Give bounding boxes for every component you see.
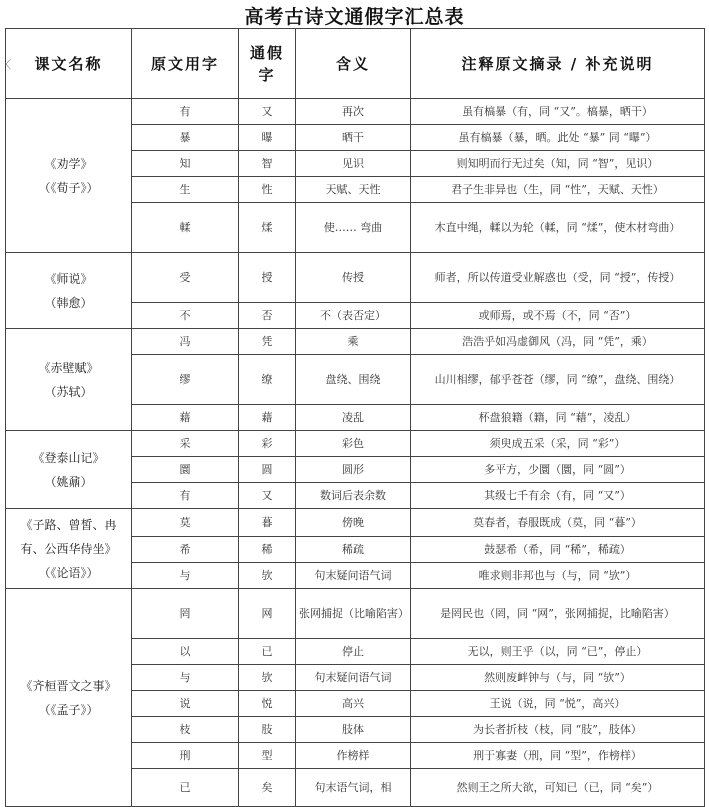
- lesson-title: 《师说》: [44, 271, 93, 286]
- original-char-cell: 枝: [132, 717, 239, 743]
- original-char-cell: 采: [132, 431, 239, 457]
- tongjia-table: [5, 28, 705, 807]
- table-row: [6, 589, 705, 639]
- lesson-title: 《登泰山记》: [32, 450, 105, 465]
- table-row: [6, 99, 705, 125]
- header-row: [6, 29, 705, 99]
- original-char-cell: 冯: [132, 329, 239, 355]
- meaning-cell: 彩色: [296, 431, 411, 457]
- table-body: [6, 99, 705, 807]
- variant-char-cell: 性: [239, 177, 296, 203]
- lesson-author: （《荀子》）: [38, 180, 99, 195]
- table-row: [6, 329, 705, 355]
- meaning-cell: 句末疑问语气词: [296, 665, 411, 691]
- variant-char-cell: 欤: [239, 563, 296, 589]
- note-cell: 山川相缪，郁乎苍苍（缪，同 “缭”，盘绕、围绕）: [411, 355, 705, 405]
- lesson-author: （《论语》）: [38, 565, 99, 580]
- lesson-title: 《子路、曾皙、冉有、公西华侍坐》: [20, 517, 117, 556]
- lesson-author: （《孟子》）: [38, 702, 99, 717]
- note-cell: 无以，则王乎（以，同 “已”，停止）: [411, 639, 705, 665]
- meaning-cell: 盘绕、围绕: [296, 355, 411, 405]
- lesson-cell: [6, 329, 132, 431]
- lesson-cell: [6, 99, 132, 253]
- lesson-author: （苏轼）: [44, 384, 93, 399]
- variant-char-cell: 凭: [239, 329, 296, 355]
- lesson-cell: [6, 509, 132, 589]
- note-cell: 然则废衅钟与（与，同 “欤”）: [411, 665, 705, 691]
- variant-char-cell: 已: [239, 639, 296, 665]
- original-char-cell: 暴: [132, 125, 239, 151]
- meaning-cell: 高兴: [296, 691, 411, 717]
- note-cell: 多平方，少圜（圜，同 “圆”）: [411, 457, 705, 483]
- original-char-cell: 藉: [132, 405, 239, 431]
- original-char-cell: 说: [132, 691, 239, 717]
- note-cell: 虽有槁暴（有，同 “又”。槁暴，晒干）: [411, 99, 705, 125]
- note-cell: 君子生非异也（生，同 “性”，天赋、天性）: [411, 177, 705, 203]
- original-char-cell: 莫: [132, 509, 239, 537]
- meaning-cell: 肢体: [296, 717, 411, 743]
- lesson-author: （韩愈）: [44, 295, 93, 310]
- variant-char-cell: 稀: [239, 537, 296, 563]
- header-note: 注释原文摘录 / 补充说明: [411, 29, 705, 99]
- original-char-cell: 以: [132, 639, 239, 665]
- meaning-cell: 稀疏: [296, 537, 411, 563]
- note-cell: 或师焉，或不焉（不，同 “否”）: [411, 303, 705, 329]
- original-char-cell: 知: [132, 151, 239, 177]
- variant-char-cell: 暮: [239, 509, 296, 537]
- note-cell: 师者，所以传道受业解惑也（受，同 “授”，传授）: [411, 253, 705, 303]
- note-cell: 虽有槁暴（暴，晒。此处 “暴” 同 “曝”）: [411, 125, 705, 151]
- meaning-cell: 句末语气词，相: [296, 769, 411, 807]
- table-row: [6, 253, 705, 303]
- lesson-cell: [6, 431, 132, 509]
- lesson-cell: [6, 589, 132, 807]
- note-cell: 是罔民也（罔，同 “网”，张网捕捉，比喻陷害）: [411, 589, 705, 639]
- note-cell: 刑于寡妻（刑，同 “型”，作榜样）: [411, 743, 705, 769]
- original-char-cell: 有: [132, 99, 239, 125]
- meaning-cell: 作榜样: [296, 743, 411, 769]
- original-char-cell: 与: [132, 665, 239, 691]
- lesson-title: 《齐桓晋文之事》: [20, 678, 117, 693]
- variant-char-cell: 欤: [239, 665, 296, 691]
- variant-char-cell: 煣: [239, 203, 296, 253]
- original-char-cell: 圜: [132, 457, 239, 483]
- meaning-cell: 句末疑问语气词: [296, 563, 411, 589]
- original-char-cell: 輮: [132, 203, 239, 253]
- variant-char-cell: 肢: [239, 717, 296, 743]
- meaning-cell: 傍晚: [296, 509, 411, 537]
- meaning-cell: 再次: [296, 99, 411, 125]
- variant-char-cell: 否: [239, 303, 296, 329]
- original-char-cell: 有: [132, 483, 239, 509]
- note-cell: 须臾成五采（采，同 “彩”）: [411, 431, 705, 457]
- original-char-cell: 受: [132, 253, 239, 303]
- original-char-cell: 生: [132, 177, 239, 203]
- table-row: [6, 431, 705, 457]
- original-char-cell: 希: [132, 537, 239, 563]
- meaning-cell: 圆形: [296, 457, 411, 483]
- lesson-author: （姚鼐）: [44, 474, 93, 489]
- note-cell: 则知明而行无过矣（知，同 “智”，见识）: [411, 151, 705, 177]
- meaning-cell: 乘: [296, 329, 411, 355]
- meaning-cell: 不（表否定）: [296, 303, 411, 329]
- note-cell: 其级七千有余（有，同 “又”）: [411, 483, 705, 509]
- meaning-cell: 晒干: [296, 125, 411, 151]
- note-cell: 木直中绳，輮以为轮（輮，同 “煣”，使木材弯曲）: [411, 203, 705, 253]
- header-original: 原文用字: [132, 29, 239, 99]
- lesson-cell: [6, 253, 132, 329]
- meaning-cell: 张网捕捉（比喻陷害）: [296, 589, 411, 639]
- variant-char-cell: 型: [239, 743, 296, 769]
- variant-char-cell: 藉: [239, 405, 296, 431]
- variant-char-cell: 矣: [239, 769, 296, 807]
- variant-char-cell: 授: [239, 253, 296, 303]
- header-meaning: 含义: [296, 29, 411, 99]
- note-cell: 为长者折枝（枝，同 “肢”，肢体）: [411, 717, 705, 743]
- meaning-cell: 数词后表余数: [296, 483, 411, 509]
- note-cell: 杯盘狼籍（籍，同 “藉”，凌乱）: [411, 405, 705, 431]
- original-char-cell: 缪: [132, 355, 239, 405]
- variant-char-cell: 又: [239, 99, 296, 125]
- note-cell: 然则王之所大欲，可知已（已，同 “矣”）: [411, 769, 705, 807]
- page-margin-mark: 〈: [0, 58, 11, 71]
- meaning-cell: 使…… 弯曲: [296, 203, 411, 253]
- variant-char-cell: 又: [239, 483, 296, 509]
- original-char-cell: 与: [132, 563, 239, 589]
- variant-char-cell: 彩: [239, 431, 296, 457]
- note-cell: 浩浩乎如冯虚御风（冯，同 “凭”，乘）: [411, 329, 705, 355]
- meaning-cell: 停止: [296, 639, 411, 665]
- variant-char-cell: 曝: [239, 125, 296, 151]
- header-lesson: 课文名称: [6, 29, 132, 99]
- meaning-cell: 见识: [296, 151, 411, 177]
- original-char-cell: 刑: [132, 743, 239, 769]
- table-row: [6, 509, 705, 537]
- note-cell: 唯求则非邦也与（与，同 “欤”）: [411, 563, 705, 589]
- variant-char-cell: 智: [239, 151, 296, 177]
- meaning-cell: 凌乱: [296, 405, 411, 431]
- original-char-cell: 不: [132, 303, 239, 329]
- header-variant: 通假字: [239, 29, 296, 99]
- note-cell: 莫春者，春服既成（莫，同 “暮”）: [411, 509, 705, 537]
- meaning-cell: 传授: [296, 253, 411, 303]
- page-title: 高考古诗文通假字汇总表: [244, 6, 465, 28]
- lesson-title: 《劝学》: [44, 156, 93, 171]
- variant-char-cell: 悦: [239, 691, 296, 717]
- note-cell: 鼓瑟希（希，同 “稀”，稀疏）: [411, 537, 705, 563]
- variant-char-cell: 圆: [239, 457, 296, 483]
- lesson-title: 《赤壁赋》: [38, 360, 99, 375]
- original-char-cell: 罔: [132, 589, 239, 639]
- original-char-cell: 已: [132, 769, 239, 807]
- note-cell: 王说（说，同 “悦”，高兴）: [411, 691, 705, 717]
- variant-char-cell: 网: [239, 589, 296, 639]
- meaning-cell: 天赋、天性: [296, 177, 411, 203]
- variant-char-cell: 缭: [239, 355, 296, 405]
